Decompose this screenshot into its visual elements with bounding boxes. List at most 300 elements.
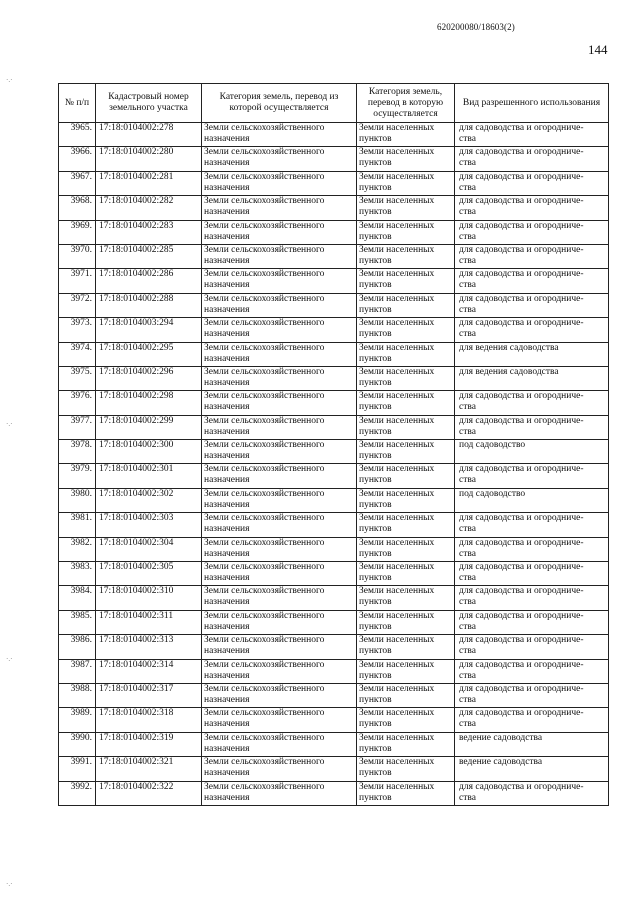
cadastral-number-text: 17:18:0104002:296: [99, 366, 174, 377]
table-row: [59, 342, 609, 366]
category-from-text: Земли сельскохозяйственного: [204, 537, 325, 548]
category-to-cell: [357, 513, 455, 537]
category-to-text: пунктов: [359, 499, 392, 510]
category-to-text: пунктов: [359, 768, 392, 779]
category-to-text: пунктов: [359, 646, 392, 657]
cadastral-number-cell: [96, 440, 202, 464]
category-to-text: пунктов: [359, 597, 392, 608]
permitted-use-cell: [455, 244, 609, 268]
category-from-text: Земли сельскохозяйственного: [204, 440, 325, 451]
category-from-text: Земли сельскохозяйственного: [204, 708, 325, 719]
row-number-text: 3988.: [70, 683, 92, 694]
table-row: [59, 781, 609, 805]
category-to-text: Земли населенных: [359, 586, 435, 597]
row-number-cell: [59, 610, 96, 634]
cadastral-number-text: 17:18:0104002:301: [99, 464, 174, 475]
category-from-text: Земли сельскохозяйственного: [204, 683, 325, 694]
table-row: [59, 269, 609, 293]
permitted-use-text: ведение садоводства: [459, 757, 543, 768]
category-from-text: назначения: [204, 646, 250, 657]
binding-marks: [6, 0, 26, 905]
row-number-text: 3982.: [70, 537, 92, 548]
row-number-cell: [59, 732, 96, 756]
permitted-use-text: ства: [459, 792, 476, 803]
row-number-text: 3969.: [70, 220, 92, 231]
category-from-text: назначения: [204, 621, 250, 632]
category-to-text: Земли населенных: [359, 757, 435, 768]
cadastral-number-cell: [96, 342, 202, 366]
permitted-use-cell: [455, 513, 609, 537]
cadastral-number-cell: [96, 147, 202, 171]
table-row: [59, 318, 609, 342]
permitted-use-cell: [455, 562, 609, 586]
category-to-cell: [357, 610, 455, 634]
category-from-text: назначения: [204, 743, 250, 754]
permitted-use-text: для садоводства и огородниче-: [459, 537, 584, 548]
category-to-cell: [357, 244, 455, 268]
permitted-use-text: для садоводства и огородниче-: [459, 269, 584, 280]
table-row: [59, 440, 609, 464]
permitted-use-text: для садоводства и огородниче-: [459, 659, 584, 670]
category-to-text: Земли населенных: [359, 610, 435, 621]
table-row: [59, 171, 609, 195]
category-to-cell: [357, 318, 455, 342]
category-to-text: Земли населенных: [359, 513, 435, 524]
permitted-use-text: ства: [459, 182, 476, 193]
cadastral-number-text: 17:18:0104002:313: [99, 635, 174, 646]
permitted-use-text: ства: [459, 719, 476, 730]
category-from-cell: [202, 147, 357, 171]
category-to-cell: [357, 440, 455, 464]
category-from-cell: [202, 415, 357, 439]
cadastral-number-text: 17:18:0104002:314: [99, 659, 174, 670]
row-number-text: 3979.: [70, 464, 92, 475]
category-from-cell: [202, 537, 357, 561]
row-number-cell: [59, 488, 96, 512]
category-to-text: пунктов: [359, 451, 392, 462]
category-to-cell: [357, 732, 455, 756]
category-from-text: Земли сельскохозяйственного: [204, 464, 325, 475]
cadastral-number-cell: [96, 659, 202, 683]
permitted-use-text: ства: [459, 573, 476, 584]
row-number-cell: [59, 659, 96, 683]
cadastral-number-cell: [96, 513, 202, 537]
category-from-cell: [202, 562, 357, 586]
cadastral-number-cell: [96, 366, 202, 390]
permitted-use-cell: [455, 366, 609, 390]
column-header-number: № п/п: [59, 84, 96, 123]
category-to-text: Земли населенных: [359, 635, 435, 646]
category-to-text: пунктов: [359, 719, 392, 730]
row-number-text: 3967.: [70, 171, 92, 182]
cadastral-number-text: 17:18:0104002:280: [99, 147, 174, 158]
column-header-permitted-use: Вид разрешенного использования: [455, 84, 609, 123]
permitted-use-cell: [455, 318, 609, 342]
category-to-text: Земли населенных: [359, 391, 435, 402]
category-to-cell: [357, 415, 455, 439]
row-number-cell: [59, 196, 96, 220]
category-from-cell: [202, 464, 357, 488]
table-row: [59, 366, 609, 390]
table-row: [59, 757, 609, 781]
cadastral-number-text: 17:18:0104002:303: [99, 513, 174, 524]
permitted-use-text: под садоводство: [459, 488, 526, 499]
category-to-text: Земли населенных: [359, 415, 435, 426]
column-header-cadastral: Кадастровый номер земельного участка: [96, 84, 202, 123]
category-to-text: Земли населенных: [359, 537, 435, 548]
category-from-text: Земли сельскохозяйственного: [204, 781, 325, 792]
category-to-text: пунктов: [359, 573, 392, 584]
category-to-text: пунктов: [359, 743, 392, 754]
permitted-use-text: ства: [459, 646, 476, 657]
permitted-use-cell: [455, 659, 609, 683]
cadastral-number-text: 17:18:0104002:286: [99, 269, 174, 280]
category-to-cell: [357, 781, 455, 805]
category-from-text: назначения: [204, 499, 250, 510]
row-number-text: 3970.: [70, 244, 92, 255]
cadastral-number-text: 17:18:0104002:285: [99, 244, 174, 255]
row-number-cell: [59, 781, 96, 805]
document-number: 620200080/18603(2): [437, 22, 515, 32]
row-number-text: 3977.: [70, 415, 92, 426]
cadastral-number-cell: [96, 244, 202, 268]
row-number-cell: [59, 513, 96, 537]
category-to-text: пунктов: [359, 426, 392, 437]
table-row: [59, 708, 609, 732]
row-number-text: 3992.: [70, 781, 92, 792]
permitted-use-cell: [455, 464, 609, 488]
row-number-cell: [59, 342, 96, 366]
category-to-text: пунктов: [359, 304, 392, 315]
category-from-text: назначения: [204, 158, 250, 169]
category-from-text: назначения: [204, 768, 250, 779]
cadastral-number-text: 17:18:0104002:321: [99, 757, 174, 768]
permitted-use-cell: [455, 147, 609, 171]
row-number-text: 3989.: [70, 708, 92, 719]
row-number-cell: [59, 171, 96, 195]
permitted-use-text: ства: [459, 231, 476, 242]
category-to-cell: [357, 708, 455, 732]
cadastral-number-cell: [96, 269, 202, 293]
row-number-text: 3990.: [70, 732, 92, 743]
permitted-use-text: ства: [459, 255, 476, 266]
permitted-use-text: для садоводства и огородниче-: [459, 683, 584, 694]
table-row: [59, 513, 609, 537]
permitted-use-text: для садоводства и огородниче-: [459, 318, 584, 329]
permitted-use-text: ства: [459, 524, 476, 535]
cadastral-number-cell: [96, 683, 202, 707]
category-from-text: назначения: [204, 280, 250, 291]
category-from-text: назначения: [204, 353, 250, 364]
row-number-text: 3986.: [70, 635, 92, 646]
cadastral-number-text: 17:18:0104002:298: [99, 391, 174, 402]
permitted-use-text: ства: [459, 280, 476, 291]
category-from-text: Земли сельскохозяйственного: [204, 123, 325, 133]
permitted-use-cell: [455, 293, 609, 317]
category-from-text: назначения: [204, 377, 250, 388]
permitted-use-text: для ведения садоводства: [459, 366, 559, 377]
category-to-cell: [357, 366, 455, 390]
category-to-cell: [357, 123, 455, 147]
table-row: [59, 610, 609, 634]
permitted-use-text: для ведения садоводства: [459, 342, 559, 353]
row-number-text: 3980.: [70, 488, 92, 499]
category-from-text: Земли сельскохозяйственного: [204, 171, 325, 182]
row-number-cell: [59, 415, 96, 439]
cadastral-number-text: 17:18:0104002:311: [99, 610, 174, 621]
row-number-text: 3972.: [70, 293, 92, 304]
category-to-text: Земли населенных: [359, 562, 435, 573]
permitted-use-cell: [455, 440, 609, 464]
category-from-cell: [202, 708, 357, 732]
row-number-cell: [59, 708, 96, 732]
row-number-text: 3991.: [70, 757, 92, 768]
row-number-cell: [59, 683, 96, 707]
row-number-text: 3985.: [70, 610, 92, 621]
category-from-text: Земли сельскохозяйственного: [204, 659, 325, 670]
category-to-text: Земли населенных: [359, 683, 435, 694]
table-row: [59, 464, 609, 488]
category-to-text: Земли населенных: [359, 732, 435, 743]
column-header-category-to: Категория земель, перевод в которую осуществляется: [357, 84, 455, 123]
category-to-cell: [357, 586, 455, 610]
land-plots-table: [58, 83, 609, 806]
category-from-cell: [202, 220, 357, 244]
table-row: [59, 123, 609, 147]
row-number-cell: [59, 123, 96, 147]
category-from-cell: [202, 610, 357, 634]
category-to-text: пунктов: [359, 475, 392, 486]
cadastral-number-cell: [96, 537, 202, 561]
cadastral-number-text: 17:18:0104002:322: [99, 781, 174, 792]
category-to-text: Земли населенных: [359, 244, 435, 255]
category-to-cell: [357, 635, 455, 659]
permitted-use-cell: [455, 220, 609, 244]
table-row: [59, 220, 609, 244]
table-row: [59, 488, 609, 512]
permitted-use-text: для садоводства и огородниче-: [459, 220, 584, 231]
category-from-text: назначения: [204, 182, 250, 193]
permitted-use-text: ства: [459, 134, 476, 144]
permitted-use-cell: [455, 757, 609, 781]
table-row: [59, 391, 609, 415]
category-from-text: назначения: [204, 719, 250, 730]
category-to-cell: [357, 147, 455, 171]
category-from-cell: [202, 318, 357, 342]
cadastral-number-text: 17:18:0104002:318: [99, 708, 174, 719]
permitted-use-cell: [455, 683, 609, 707]
category-to-text: пунктов: [359, 694, 392, 705]
category-from-text: Земли сельскохозяйственного: [204, 318, 325, 329]
cadastral-number-cell: [96, 732, 202, 756]
row-number-cell: [59, 464, 96, 488]
category-to-cell: [357, 391, 455, 415]
permitted-use-text: ства: [459, 621, 476, 632]
category-from-cell: [202, 757, 357, 781]
category-from-cell: [202, 391, 357, 415]
permitted-use-text: для садоводства и огородниче-: [459, 464, 584, 475]
cadastral-number-text: 17:18:0104002:305: [99, 562, 174, 573]
row-number-cell: [59, 293, 96, 317]
cadastral-number-cell: [96, 586, 202, 610]
category-from-text: назначения: [204, 402, 250, 413]
category-from-cell: [202, 781, 357, 805]
scan-mark: ·.·: [6, 655, 13, 663]
category-from-text: назначения: [204, 573, 250, 584]
permitted-use-text: для садоводства и огородниче-: [459, 196, 584, 207]
category-from-text: Земли сельскохозяйственного: [204, 220, 325, 231]
row-number-cell: [59, 586, 96, 610]
category-to-cell: [357, 757, 455, 781]
category-to-cell: [357, 269, 455, 293]
table-row: [59, 293, 609, 317]
category-from-cell: [202, 659, 357, 683]
table-row: [59, 732, 609, 756]
row-number-cell: [59, 391, 96, 415]
category-from-cell: [202, 293, 357, 317]
category-to-text: Земли населенных: [359, 220, 435, 231]
category-from-cell: [202, 683, 357, 707]
permitted-use-cell: [455, 342, 609, 366]
row-number-cell: [59, 366, 96, 390]
table-row: [59, 659, 609, 683]
permitted-use-text: ства: [459, 402, 476, 413]
table-row: [59, 244, 609, 268]
permitted-use-text: ства: [459, 670, 476, 681]
cadastral-number-cell: [96, 562, 202, 586]
category-from-text: назначения: [204, 426, 250, 437]
category-from-text: назначения: [204, 694, 250, 705]
table-row: [59, 537, 609, 561]
category-to-text: Земли населенных: [359, 171, 435, 182]
row-number-text: 3981.: [70, 513, 92, 524]
row-number-text: 3966.: [70, 147, 92, 158]
category-from-cell: [202, 244, 357, 268]
column-header-category-from: Категория земель, перевод из которой осуществляется: [202, 84, 357, 123]
row-number-cell: [59, 318, 96, 342]
table-row: [59, 147, 609, 171]
permitted-use-text: ства: [459, 475, 476, 486]
permitted-use-text: для садоводства и огородниче-: [459, 123, 584, 133]
category-from-text: назначения: [204, 597, 250, 608]
category-to-text: пунктов: [359, 792, 392, 803]
category-from-text: Земли сельскохозяйственного: [204, 610, 325, 621]
permitted-use-text: для садоводства и огородниче-: [459, 391, 584, 402]
row-number-cell: [59, 147, 96, 171]
category-from-text: назначения: [204, 255, 250, 266]
permitted-use-text: ства: [459, 207, 476, 218]
row-number-text: 3975.: [70, 366, 92, 377]
cadastral-number-text: 17:18:0104002:281: [99, 171, 174, 182]
cadastral-number-text: 17:18:0104002:300: [99, 440, 174, 451]
category-to-cell: [357, 293, 455, 317]
category-to-text: пунктов: [359, 670, 392, 681]
cadastral-number-cell: [96, 196, 202, 220]
category-to-text: пунктов: [359, 158, 392, 169]
permitted-use-cell: [455, 635, 609, 659]
category-from-text: Земли сельскохозяйственного: [204, 293, 325, 304]
permitted-use-text: для садоводства и огородниче-: [459, 244, 584, 255]
category-from-cell: [202, 586, 357, 610]
category-from-cell: [202, 513, 357, 537]
table-row: [59, 683, 609, 707]
category-from-cell: [202, 488, 357, 512]
category-from-text: назначения: [204, 475, 250, 486]
cadastral-number-text: 17:18:0104002:288: [99, 293, 174, 304]
row-number-text: 3974.: [70, 342, 92, 353]
cadastral-number-cell: [96, 488, 202, 512]
category-to-text: пунктов: [359, 329, 392, 340]
row-number-text: 3968.: [70, 196, 92, 207]
category-from-cell: [202, 440, 357, 464]
permitted-use-text: ства: [459, 426, 476, 437]
table-row: [59, 635, 609, 659]
category-to-cell: [357, 196, 455, 220]
table-row: [59, 196, 609, 220]
category-to-text: пунктов: [359, 134, 392, 144]
cadastral-number-cell: [96, 781, 202, 805]
permitted-use-cell: [455, 610, 609, 634]
scan-mark: ·.·: [6, 420, 13, 428]
permitted-use-text: для садоводства и огородниче-: [459, 610, 584, 621]
category-from-text: Земли сельскохозяйственного: [204, 147, 325, 158]
cadastral-number-cell: [96, 635, 202, 659]
permitted-use-text: для садоводства и огородниче-: [459, 586, 584, 597]
cadastral-number-text: 17:18:0104002:302: [99, 488, 174, 499]
permitted-use-text: для садоводства и огородниче-: [459, 781, 584, 792]
category-from-cell: [202, 123, 357, 147]
category-from-cell: [202, 342, 357, 366]
permitted-use-text: ства: [459, 548, 476, 559]
category-to-text: Земли населенных: [359, 318, 435, 329]
category-from-cell: [202, 171, 357, 195]
category-from-text: Земли сельскохозяйственного: [204, 269, 325, 280]
category-from-cell: [202, 269, 357, 293]
category-from-text: назначения: [204, 231, 250, 242]
cadastral-number-text: 17:18:0104002:310: [99, 586, 174, 597]
cadastral-number-text: 17:18:0104002:295: [99, 342, 174, 353]
row-number-cell: [59, 635, 96, 659]
permitted-use-text: ства: [459, 329, 476, 340]
cadastral-number-text: 17:18:0104002:278: [99, 123, 174, 133]
category-to-text: Земли населенных: [359, 147, 435, 158]
category-from-text: назначения: [204, 329, 250, 340]
category-to-text: Земли населенных: [359, 196, 435, 207]
permitted-use-cell: [455, 537, 609, 561]
cadastral-number-text: 17:18:0104002:304: [99, 537, 174, 548]
category-to-text: пунктов: [359, 402, 392, 413]
category-from-text: Земли сельскохозяйственного: [204, 366, 325, 377]
category-from-text: Земли сельскохозяйственного: [204, 342, 325, 353]
row-number-text: 3971.: [70, 269, 92, 280]
category-from-text: Земли сельскохозяйственного: [204, 196, 325, 207]
permitted-use-cell: [455, 391, 609, 415]
category-to-text: Земли населенных: [359, 464, 435, 475]
row-number-text: 3978.: [70, 440, 92, 451]
category-to-text: пунктов: [359, 231, 392, 242]
category-to-text: Земли населенных: [359, 269, 435, 280]
cadastral-number-cell: [96, 123, 202, 147]
row-number-cell: [59, 269, 96, 293]
category-from-text: Земли сельскохозяйственного: [204, 562, 325, 573]
permitted-use-text: ведение садоводства: [459, 732, 543, 743]
category-from-cell: [202, 196, 357, 220]
category-to-text: Земли населенных: [359, 293, 435, 304]
cadastral-number-cell: [96, 171, 202, 195]
permitted-use-text: для садоводства и огородниче-: [459, 708, 584, 719]
cadastral-number-text: 17:18:0104002:282: [99, 196, 174, 207]
category-from-text: назначения: [204, 134, 250, 144]
